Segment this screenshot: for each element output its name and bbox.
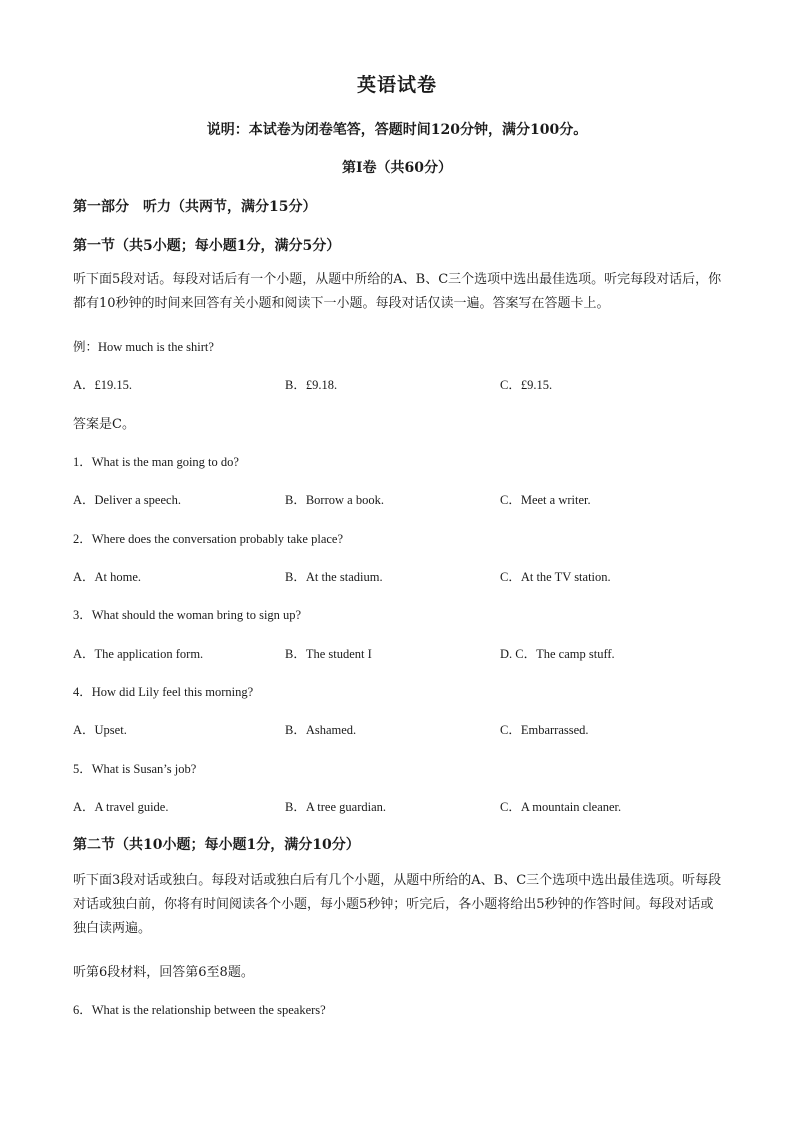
example-option-a: A．£19.15. bbox=[73, 378, 133, 392]
question-4-option-c: C．Embarrassed. bbox=[500, 723, 589, 737]
question-1: 1．What is the man going to do? bbox=[73, 455, 239, 469]
question-3: 3．What should the woman bring to sign up? bbox=[73, 608, 302, 622]
volume-heading: 第Ⅰ卷（共60分） bbox=[341, 160, 453, 176]
example-option-c: C．£9.15. bbox=[500, 378, 553, 392]
question-3-option-b: B．The student I bbox=[285, 647, 372, 661]
section1-heading: 第一节（共5小题；每小题1分，满分5分） bbox=[73, 238, 341, 254]
material-note: 听第6段材料，回答第6至8题。 bbox=[73, 965, 254, 980]
question-2-option-c: C．At the TV station. bbox=[500, 570, 611, 584]
section1-directions: 听下面5段对话。每段对话后有一个小题，从题中所给的A、B、C三个选项中选出最佳选项。听完每段对话后，你都有10秒钟的时间来回答有关小题和阅读下一小题。每段对话仅读一遍。答案写在答题卡上。 bbox=[73, 272, 722, 311]
question-5: 5．What is Susan’s job? bbox=[73, 762, 197, 776]
part1-heading: 第一部分 听力（共两节，满分15分） bbox=[73, 199, 317, 215]
question-6: 6．What is the relationship between the speakers? bbox=[73, 1003, 326, 1017]
question-3-option-c: D. C．The camp stuff. bbox=[500, 647, 615, 661]
question-4-option-a: A．Upset. bbox=[73, 723, 127, 737]
question-1-option-c: C．Meet a writer. bbox=[500, 493, 591, 507]
question-4: 4．How did Lily feel this morning? bbox=[73, 685, 254, 699]
example-question: 例：How much is the shirt? bbox=[73, 340, 214, 354]
example-option-b: B．£9.18. bbox=[285, 378, 338, 392]
section2-heading: 第二节（共10小题；每小题1分，满分10分） bbox=[73, 837, 360, 853]
exam-instructions: 说明：本试卷为闭卷笔答，答题时间120分钟，满分100分。 bbox=[206, 122, 588, 138]
exam-title: 英语试卷 bbox=[356, 74, 437, 96]
question-3-option-a: A．The application form. bbox=[73, 647, 204, 661]
question-5-option-c: C．A mountain cleaner. bbox=[500, 800, 622, 814]
question-5-option-b: B．A tree guardian. bbox=[285, 800, 387, 814]
section2-directions: 听下面3段对话或独白。每段对话或独白后有几个小题，从题中所给的A、B、C三个选项中选出最佳选项。听每段对话或独白前，你将有时间阅读各个小题，每小题5秒钟；听完后，各小题将给出5秒钟的作答时间。每段对话或独白读两遍。 bbox=[73, 873, 722, 936]
question-1-option-a: A．Deliver a speech. bbox=[73, 493, 181, 507]
example-answer: 答案是C。 bbox=[73, 417, 135, 432]
question-2: 2．Where does the conversation probably take place? bbox=[73, 532, 344, 546]
question-2-option-b: B．At the stadium. bbox=[285, 570, 383, 584]
question-1-option-b: B．Borrow a book. bbox=[285, 493, 384, 507]
question-5-option-a: A．A travel guide. bbox=[73, 800, 169, 814]
question-2-option-a: A．At home. bbox=[73, 570, 142, 584]
question-4-option-b: B．Ashamed. bbox=[285, 723, 357, 737]
